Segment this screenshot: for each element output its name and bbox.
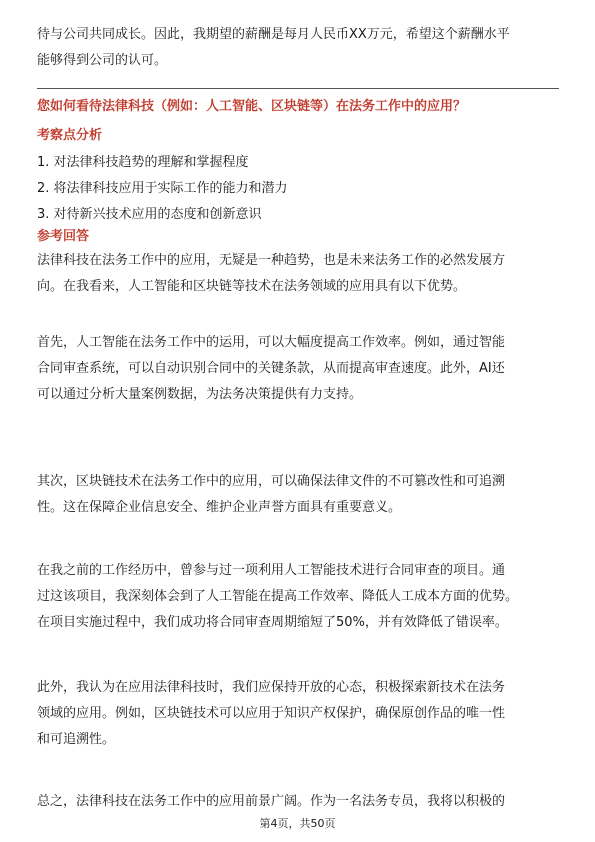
text-line: 总之，法律科技在法务工作中的应用前景广阔。作为一名法务专员，我将以积极的 [37,794,506,809]
analysis-heading: 考察点分析 [37,128,103,143]
intro-paragraph [37,22,559,74]
answer-paragraph [37,675,559,753]
answer-paragraph [37,558,559,636]
text-line: 过这该项目，我深刻体会到了人工智能在提高工作效率、降低人工成本方面的优势。 [37,589,519,604]
text-line: 性。这在保障企业信息安全、维护企业声誉方面具有重要意义。 [37,500,402,515]
text-line: 合同审查系统，可以自动识别合同中的关键条款，从而提高审查速度。此外，AI还 [37,361,505,376]
text-line: 可以通过分析大量案例数据，为法务决策提供有力支持。 [37,387,363,402]
answer-heading: 参考回答 [37,229,90,244]
text-line: 在我之前的工作经历中，曾参与过一项利用人工智能技术进行合同审查的项目。通 [37,563,506,578]
text-line: 在项目实施过程中，我们成功将合同审查周期缩短了50%，并有效降低了错误率。 [37,615,508,630]
text-line: 和可追溯性。 [37,732,116,747]
list-item: 2. 将法律科技应用于实际工作的能力和潜力 [37,181,288,196]
page-number: 第4页，共50页 [259,817,336,830]
text-line: 领域的应用。例如，区块链技术可以应用于知识产权保护，确保原创作品的唯一性 [37,706,506,721]
text-line: 待与公司共同成长。因此，我期望的薪酬是每月人民币XX万元，希望这个薪酬水平 [37,27,510,42]
text-line: 法律科技在法务工作中的应用，无疑是一种趋势，也是未来法务工作的必然发展方 [37,253,506,268]
section-divider [37,88,559,89]
list-item: 3. 对待新兴技术应用的态度和创新意识 [37,207,262,222]
question-heading: 您如何看待法律科技（例如：人工智能、区块链等）在法务工作中的应用？ [37,99,467,114]
answer-paragraph [37,330,559,408]
list-item: 1. 对法律科技趋势的理解和掌握程度 [37,155,249,170]
answer-paragraph [37,469,559,521]
answer-paragraph [37,789,559,815]
text-line: 此外，我认为在应用法律科技时，我们应保持开放的心态，积极探索新技术在法务 [37,680,506,695]
answer-paragraph [37,248,559,300]
analysis-list [37,150,559,228]
text-line: 向。在我看来，人工智能和区块链等技术在法务领域的应用具有以下优势。 [37,279,467,294]
text-line: 首先，人工智能在法务工作中的运用，可以大幅度提高工作效率。例如，通过智能 [37,335,506,350]
text-line: 其次，区块链技术在法务工作中的应用，可以确保法律文件的不可篡改性和可追溯 [37,474,506,489]
text-line: 能够得到公司的认可。 [37,53,168,68]
